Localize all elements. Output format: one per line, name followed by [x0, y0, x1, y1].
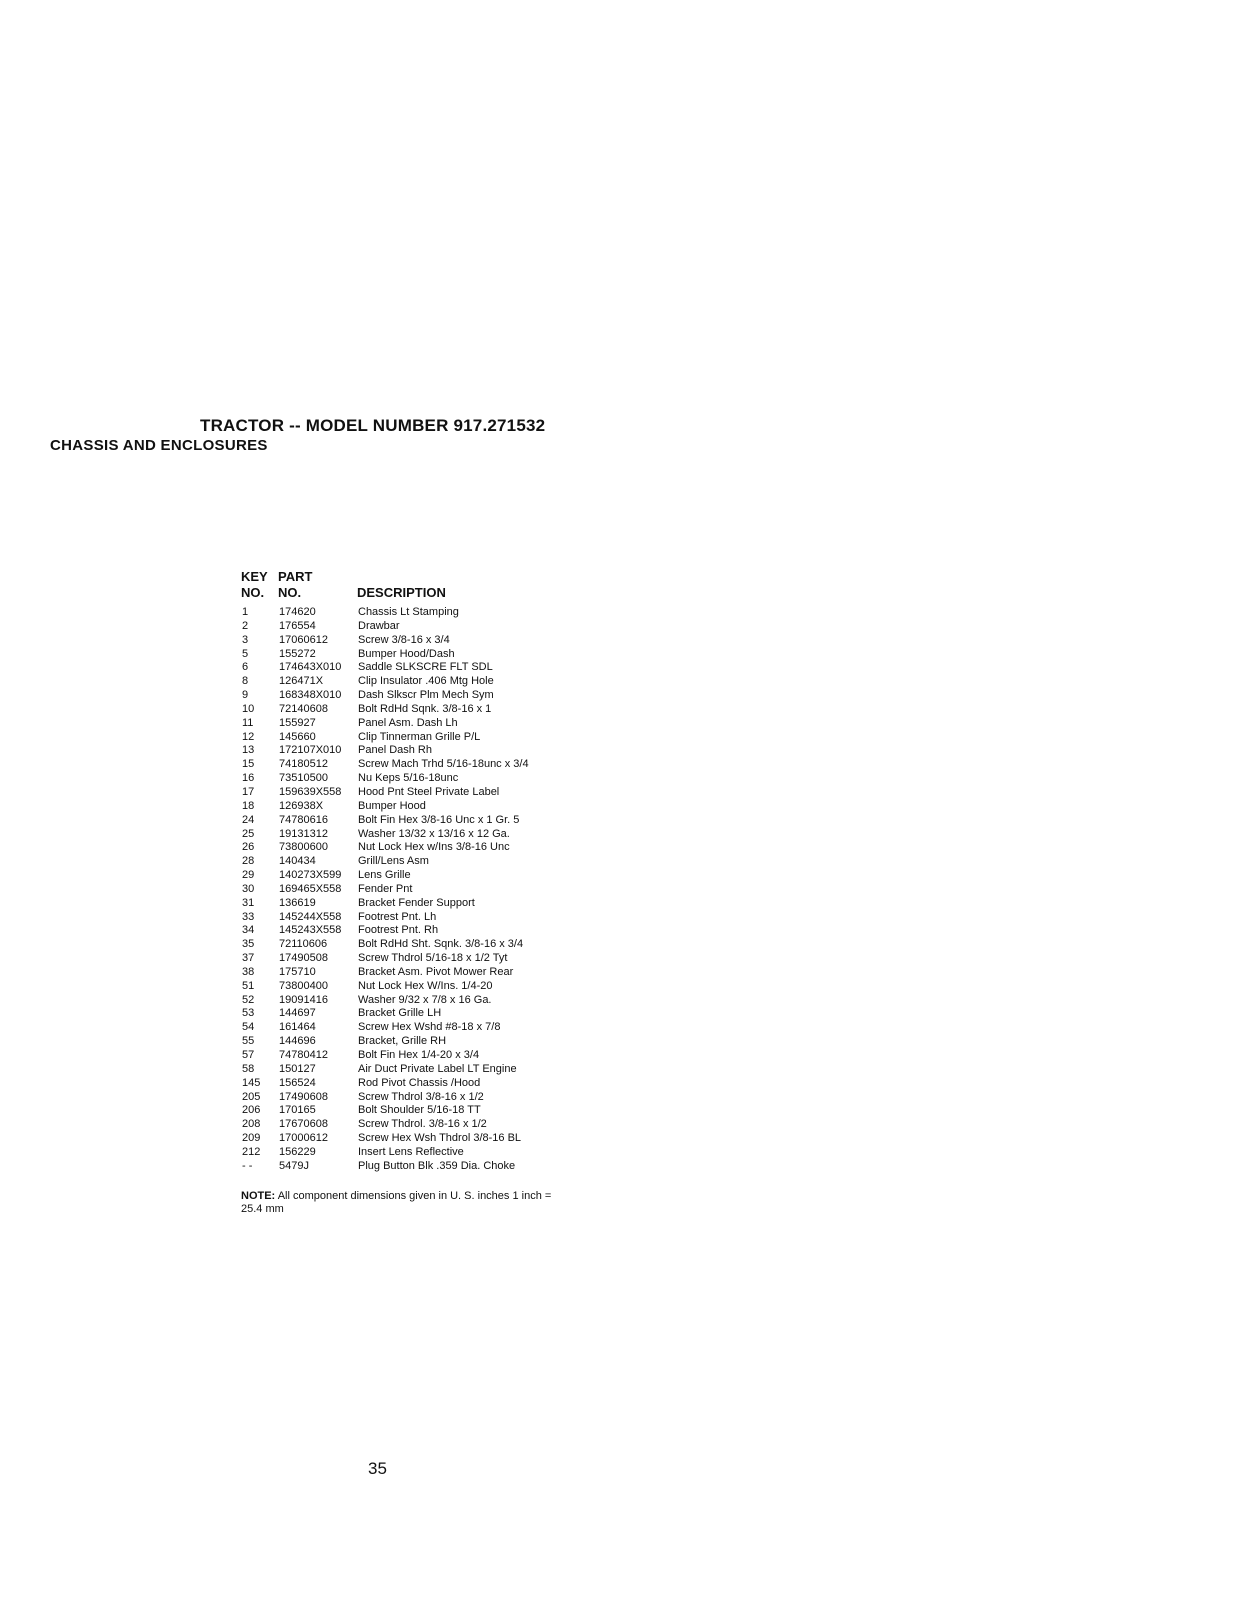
key-cell: 52 [242, 993, 255, 1006]
key-cell: 12 [242, 730, 255, 743]
description-cell: Footrest Pnt. Lh [358, 910, 437, 923]
part-number-cell: 73800400 [279, 979, 328, 992]
key-cell: 206 [242, 1104, 261, 1117]
description-cell: Insert Lens Reflective [358, 1145, 464, 1158]
description-cell: Nu Keps 5/16-18unc [358, 772, 459, 785]
part-number-cell: 170165 [279, 1104, 316, 1117]
part-number-cell: 140434 [279, 855, 316, 868]
key-cell: 33 [242, 910, 255, 923]
description-cell: Bracket Asm. Pivot Mower Rear [358, 965, 514, 978]
part-number-cell: 150127 [279, 1062, 316, 1075]
key-cell: 29 [242, 869, 255, 882]
part-number-cell: 74780412 [279, 1049, 328, 1061]
description-cell: Grill/Lens Asm [358, 855, 429, 868]
note [241, 1190, 561, 1216]
part-number-cell: 156229 [279, 1145, 316, 1158]
description-cell: Chassis Lt Stamping [358, 606, 459, 618]
part-number-cell: 126938X [279, 799, 324, 812]
header-description: DESCRIPTION [357, 585, 446, 600]
part-number-cell: 17490508 [279, 952, 328, 965]
key-cell: 25 [242, 827, 255, 840]
part-number-cell: 172107X010 [279, 744, 342, 757]
description-cell: Nut Lock Hex w/Ins 3/8-16 Unc [358, 841, 510, 854]
description-cell: Plug Button Blk .359 Dia. Choke [358, 1159, 516, 1172]
description-cell: Screw Mach Trhd 5/16-18unc x 3/4 [358, 758, 529, 771]
description-cell: Screw Hex Wsh Thdrol 3/8-16 BL [358, 1132, 522, 1145]
key-cell: 55 [242, 1035, 255, 1048]
key-cell: 15 [242, 758, 255, 771]
key-cell: 13 [242, 744, 255, 757]
description-cell: Screw Hex Wshd #8-18 x 7/8 [358, 1021, 501, 1034]
section-title: CHASSIS AND ENCLOSURES [50, 437, 268, 454]
description-cell: Fender Pnt [358, 882, 413, 895]
description-cell: Nut Lock Hex W/Ins. 1/4-20 [358, 979, 493, 992]
part-number-cell: 168348X010 [279, 689, 342, 702]
part-number-cell: 72140608 [279, 702, 328, 715]
part-number-cell: 156524 [279, 1076, 316, 1089]
part-number-cell: 176554 [279, 619, 316, 632]
key-cell: 54 [242, 1021, 255, 1034]
description-cell: Bolt Shoulder 5/16-18 TT [358, 1104, 481, 1117]
key-cell: 1 [242, 606, 249, 618]
key-cell: 35 [242, 938, 255, 951]
key-cell: 31 [242, 896, 255, 909]
key-cell: 53 [242, 1007, 255, 1020]
key-cell: 5 [242, 647, 249, 660]
key-cell: 30 [242, 882, 255, 895]
key-cell: 208 [242, 1118, 261, 1131]
key-cell: - - [242, 1159, 253, 1172]
part-number-cell: 17060612 [279, 633, 328, 646]
part-number-cell: 174643X010 [279, 661, 342, 674]
description-cell: Washer 9/32 x 7/8 x 16 Ga. [358, 993, 492, 1006]
key-cell: 24 [242, 813, 255, 826]
part-number-cell: 159639X558 [279, 785, 342, 798]
key-cell: 51 [242, 979, 255, 992]
part-number-cell: 161464 [279, 1021, 316, 1034]
part-number-cell: 144696 [279, 1035, 316, 1048]
key-cell: 205 [242, 1090, 261, 1103]
part-number-cell: 73510500 [279, 772, 328, 785]
part-number-cell: 17000612 [279, 1132, 328, 1145]
description-cell: Screw Thdrol 3/8-16 x 1/2 [358, 1090, 484, 1103]
key-cell: 26 [242, 841, 255, 854]
key-cell: 58 [242, 1062, 255, 1075]
description-cell: Lens Grille [358, 869, 411, 882]
key-cell: 38 [242, 965, 255, 978]
description-cell: Bumper Hood [358, 799, 426, 812]
part-number-cell: 17490608 [279, 1090, 328, 1103]
key-cell: 57 [242, 1049, 255, 1061]
description-cell: Bracket Fender Support [358, 896, 475, 909]
description-cell: Bolt RdHd Sqnk. 3/8-16 x 1 [358, 702, 492, 715]
description-cell: Bolt Fin Hex 1/4-20 x 3/4 [358, 1049, 480, 1061]
description-cell: Panel Asm. Dash Lh [358, 716, 458, 729]
description-cell: Screw 3/8-16 x 3/4 [358, 633, 450, 646]
header-key-line2: NO. [241, 585, 265, 600]
description-cell: Air Duct Private Label LT Engine [358, 1062, 517, 1075]
key-cell: 209 [242, 1132, 261, 1145]
part-number-cell: 175710 [279, 965, 316, 978]
key-cell: 18 [242, 799, 255, 812]
description-cell: Saddle SLKSCRE FLT SDL [358, 661, 493, 674]
key-cell: 16 [242, 772, 255, 785]
note-label: NOTE: [241, 1190, 276, 1202]
description-cell: Bracket Grille LH [358, 1007, 442, 1020]
key-cell: 8 [242, 675, 249, 688]
part-number-cell: 17670608 [279, 1118, 328, 1131]
description-cell: Rod Pivot Chassis /Hood [358, 1076, 481, 1089]
description-cell: Clip Insulator .406 Mtg Hole [358, 675, 494, 688]
part-number-cell: 169465X558 [279, 882, 342, 895]
part-number-cell: 73800600 [279, 841, 328, 854]
part-number-cell: 5479J [279, 1159, 309, 1172]
description-cell: Washer 13/32 x 13/16 x 12 Ga. [358, 827, 510, 840]
key-cell: 9 [242, 689, 249, 702]
description-cell: Bolt RdHd Sht. Sqnk. 3/8-16 x 3/4 [358, 938, 524, 951]
key-cell: 11 [242, 716, 254, 729]
description-cell: Bumper Hood/Dash [358, 647, 455, 660]
part-number-cell: 174620 [279, 606, 316, 618]
part-number-cell: 145660 [279, 730, 316, 743]
part-number-cell: 145244X558 [279, 910, 342, 923]
key-cell: 6 [242, 661, 249, 674]
description-cell: Bracket, Grille RH [358, 1035, 447, 1048]
part-number-cell: 144697 [279, 1007, 316, 1020]
part-number-cell: 74180512 [279, 758, 328, 771]
key-cell: 37 [242, 952, 255, 965]
key-cell: 28 [242, 855, 255, 868]
key-cell: 212 [242, 1145, 261, 1158]
key-cell: 2 [242, 619, 249, 632]
description-cell: Dash Slkscr Plm Mech Sym [358, 689, 494, 702]
key-cell: 34 [242, 924, 255, 937]
part-number-cell: 136619 [279, 896, 316, 909]
description-cell: Clip Tinnerman Grille P/L [358, 730, 481, 743]
header-key-line1: KEY [241, 569, 268, 584]
page-number: 35 [368, 1459, 387, 1478]
description-cell: Hood Pnt Steel Private Label [358, 785, 500, 798]
key-cell: 145 [242, 1076, 261, 1089]
description-cell: Bolt Fin Hex 3/8-16 Unc x 1 Gr. 5 [358, 813, 520, 826]
part-number-cell: 74780616 [279, 813, 328, 826]
page-title: TRACTOR -- MODEL NUMBER 917.271532 [200, 416, 546, 435]
key-cell: 17 [242, 785, 255, 798]
description-cell: Screw Thdrol. 3/8-16 x 1/2 [358, 1118, 487, 1131]
part-number-cell: 19091416 [279, 993, 328, 1006]
part-number-cell: 126471X [279, 675, 324, 688]
description-cell: Footrest Pnt. Rh [358, 924, 439, 937]
part-number-cell: 155272 [279, 647, 316, 660]
part-number-cell: 19131312 [279, 827, 328, 840]
description-cell: Screw Thdrol 5/16-18 x 1/2 Tyt [358, 952, 508, 965]
description-cell: Drawbar [358, 619, 400, 632]
part-number-cell: 72110606 [279, 938, 328, 951]
header-part-line2: NO. [278, 585, 302, 600]
description-cell: Panel Dash Rh [358, 744, 432, 757]
part-number-cell: 155927 [279, 716, 316, 729]
note-text: All component dimensions given in U. S. inches 1 inch = 25.4 mm [241, 1190, 552, 1215]
key-cell: 10 [242, 702, 255, 715]
part-number-cell: 145243X558 [279, 924, 342, 937]
part-number-cell: 140273X599 [279, 869, 342, 882]
key-cell: 3 [242, 633, 249, 646]
header-part-line1: PART [278, 569, 313, 584]
